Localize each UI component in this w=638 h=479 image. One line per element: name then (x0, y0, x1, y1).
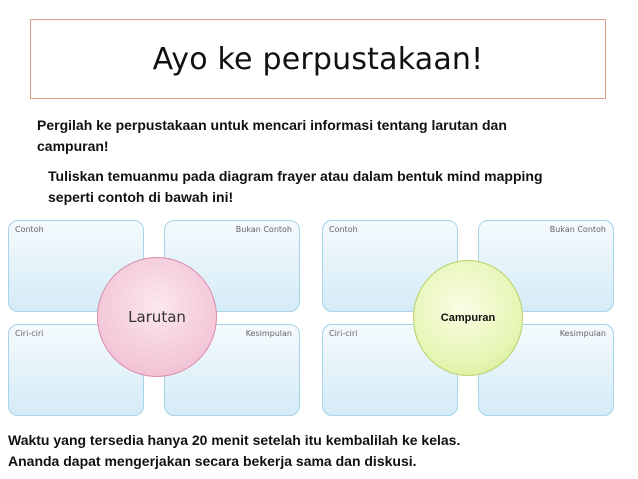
instruction-library-line2: campuran! (37, 138, 109, 154)
frayer-diagram-campuran (322, 220, 622, 416)
instruction-library-line1: Pergilah ke perpustakaan untuk mencari informasi tentang larutan dan (37, 117, 507, 133)
quadrant-label: Kesimpulan (559, 329, 606, 338)
footer-note-line1: Waktu yang tersedia hanya 20 menit setelah itu kembalilah ke kelas. (8, 432, 461, 448)
center-circle-larutan (97, 257, 217, 377)
quadrant-label: Bukan Contoh (549, 225, 606, 234)
instruction-diagram-line1: Tuliskan temuanmu pada diagram frayer atau dalam bentuk mind mapping (48, 168, 543, 184)
page-title: Ayo ke perpustakaan! (152, 41, 484, 77)
quadrant-label: Contoh (329, 225, 358, 234)
frayer-diagram-larutan (8, 220, 308, 416)
instruction-diagram-line2: seperti contoh di bawah ini! (48, 189, 234, 205)
center-circle-campuran (413, 260, 523, 376)
quadrant-label: Ciri-ciri (15, 329, 44, 338)
quadrant-label: Ciri-ciri (329, 329, 358, 338)
instruction-library (37, 115, 597, 157)
quadrant-label: Kesimpulan (245, 329, 292, 338)
quadrant-label: Contoh (15, 225, 44, 234)
quadrant-label: Bukan Contoh (235, 225, 292, 234)
center-label: Larutan (128, 308, 186, 326)
footer-note-line2: Ananda dapat mengerjakan secara bekerja sama dan diskusi. (8, 453, 417, 469)
instruction-diagram (48, 166, 618, 208)
footer-note (8, 430, 628, 472)
center-label: Campuran (440, 312, 496, 324)
title-box (30, 19, 606, 99)
